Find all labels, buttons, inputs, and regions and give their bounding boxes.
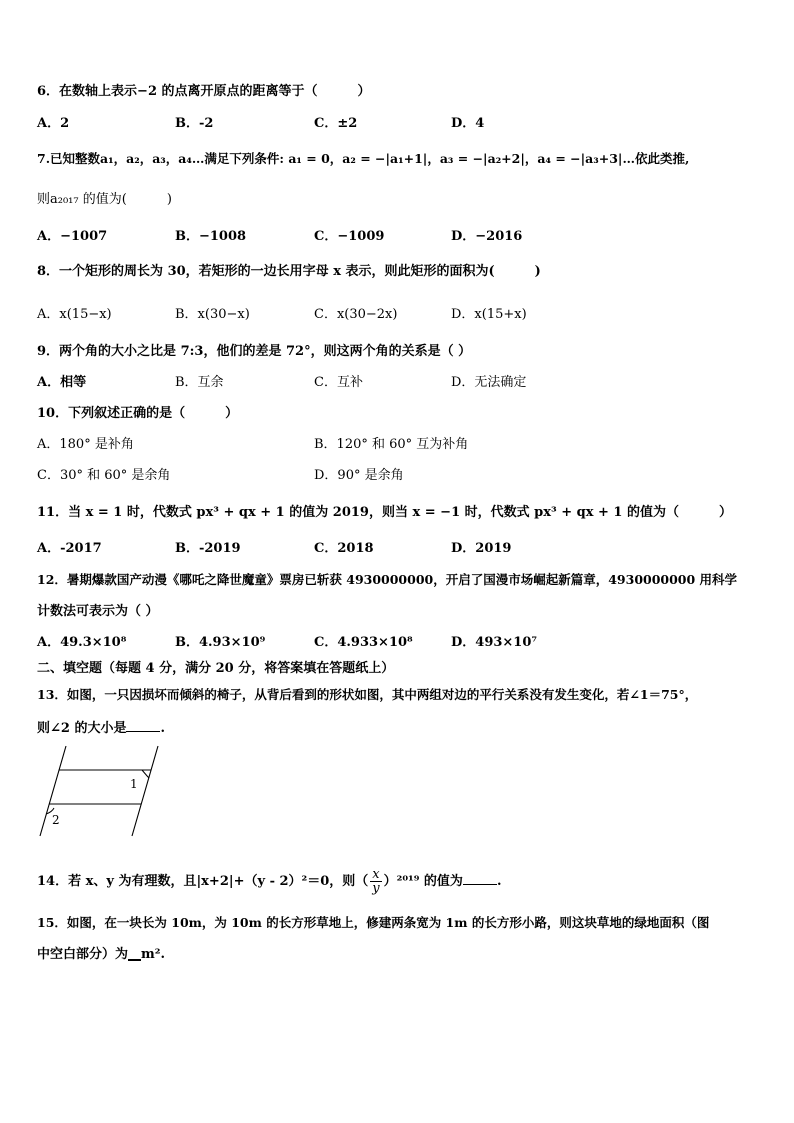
question-6-stem: 6．在数轴上表示−2 的点离开原点的距离等于（ ） bbox=[37, 84, 371, 99]
answer-blank: __ bbox=[128, 947, 142, 962]
option-b: B．x(30−x) bbox=[175, 307, 250, 322]
chair-right-leg bbox=[132, 746, 158, 836]
answer-blank bbox=[126, 719, 160, 732]
question-12-stem: 12．暑期爆款国产动漫《哪吒之降世魔童》票房已斩获 4930000000，开启了国漫市场崛起新篇章，4930000000 用科学 bbox=[37, 572, 738, 587]
option-c: C．2018 bbox=[314, 541, 374, 556]
angle-1-label: 1 bbox=[130, 777, 138, 791]
option-d: D．−2016 bbox=[451, 229, 523, 244]
question-9-stem: 9．两个角的大小之比是 7:3，他们的差是 72°，则这两个角的关系是（ ） bbox=[37, 344, 472, 359]
question-8-stem: 8．一个矩形的周长为 30，若矩形的一边长用字母 x 表示，则此矩形的面积为( ) bbox=[37, 264, 541, 279]
option-a: A．49.3×10⁸ bbox=[37, 635, 127, 650]
question-10-stem: 10．下列叙述正确的是（ ） bbox=[37, 406, 239, 421]
question-7-stem-2: 则a₂₀₁₇ 的值为( ) bbox=[37, 192, 172, 207]
option-d: D．493×10⁷ bbox=[451, 635, 538, 650]
option-c: C．−1009 bbox=[314, 229, 385, 244]
answer-blank bbox=[463, 872, 497, 885]
option-c: C．互补 bbox=[314, 375, 363, 390]
option-a: A．-2017 bbox=[37, 541, 102, 556]
question-15-stem: 15．如图，在一块长为 10m，为 10m 的长方形草地上，修建两条宽为 1m 的长方形小路，则这块草地的绿地面积（图 bbox=[37, 915, 710, 930]
option-b: B．−1008 bbox=[175, 229, 247, 244]
question-12-stem-2: 计数法可表示为（ ） bbox=[37, 604, 159, 619]
option-a: A．180° 是补角 bbox=[37, 437, 134, 452]
option-d: D．90° 是余角 bbox=[314, 468, 404, 483]
option-c: C．4.933×10⁸ bbox=[314, 635, 413, 650]
chair-figure bbox=[36, 742, 166, 842]
option-a: A．2 bbox=[37, 116, 70, 131]
option-d: D．x(15+x) bbox=[451, 307, 527, 322]
angle-1-arc bbox=[142, 770, 149, 778]
option-a: A．−1007 bbox=[37, 229, 108, 244]
question-15-stem-2: 中空白部分）为__m². bbox=[37, 947, 165, 962]
option-c: C．30° 和 60° 是余角 bbox=[37, 468, 171, 483]
option-b: B．互余 bbox=[175, 375, 224, 390]
question-13-stem: 13．如图，一只因损坏而倾斜的椅子，从背后看到的形状如图，其中两组对边的平行关系没有发生变化，若∠1＝75°， bbox=[37, 687, 698, 702]
option-b: B．4.93×10⁹ bbox=[175, 635, 266, 650]
section-2-heading: 二、填空题（每题 4 分，满分 20 分，将答案填在答题纸上） bbox=[37, 661, 395, 676]
option-d: D．2019 bbox=[451, 541, 512, 556]
option-d: D．4 bbox=[451, 116, 485, 131]
option-c: C．±2 bbox=[314, 116, 358, 131]
option-b: B．-2019 bbox=[175, 541, 241, 556]
question-11-stem: 11．当 x = 1 时，代数式 px³ + qx + 1 的值为 2019，则当 x = −1 时，代数式 px³ + qx + 1 的值为（ ） bbox=[37, 505, 733, 520]
option-a: A．x(15−x) bbox=[37, 307, 112, 322]
option-d: D．无法确定 bbox=[451, 375, 527, 390]
option-b: B．120° 和 60° 互为补角 bbox=[314, 437, 469, 452]
question-14-stem: 14．若 x、y 为有理数，且|x+2|+（y - 2）²＝0，则（ $\frac{x}{y}$ ）²⁰¹⁹ 的值为 . bbox=[37, 867, 502, 896]
question-13-stem-2: 则∠2 的大小是 . bbox=[37, 721, 165, 736]
question-7-stem: 7.已知整数a₁，a₂，a₃，a₄…满足下列条件: a₁ = 0，a₂ = −|a₁+1|，a₃ = −|a₂+2|，a₄ = −|a₃+3|…依此类推, bbox=[37, 151, 690, 166]
option-c: C．x(30−2x) bbox=[314, 307, 398, 322]
angle-2-label: 2 bbox=[52, 813, 60, 827]
option-a: A．相等 bbox=[37, 375, 87, 390]
option-b: B．-2 bbox=[175, 116, 214, 131]
fraction-x-over-y: $\frac{x}{y}$ bbox=[372, 867, 380, 896]
